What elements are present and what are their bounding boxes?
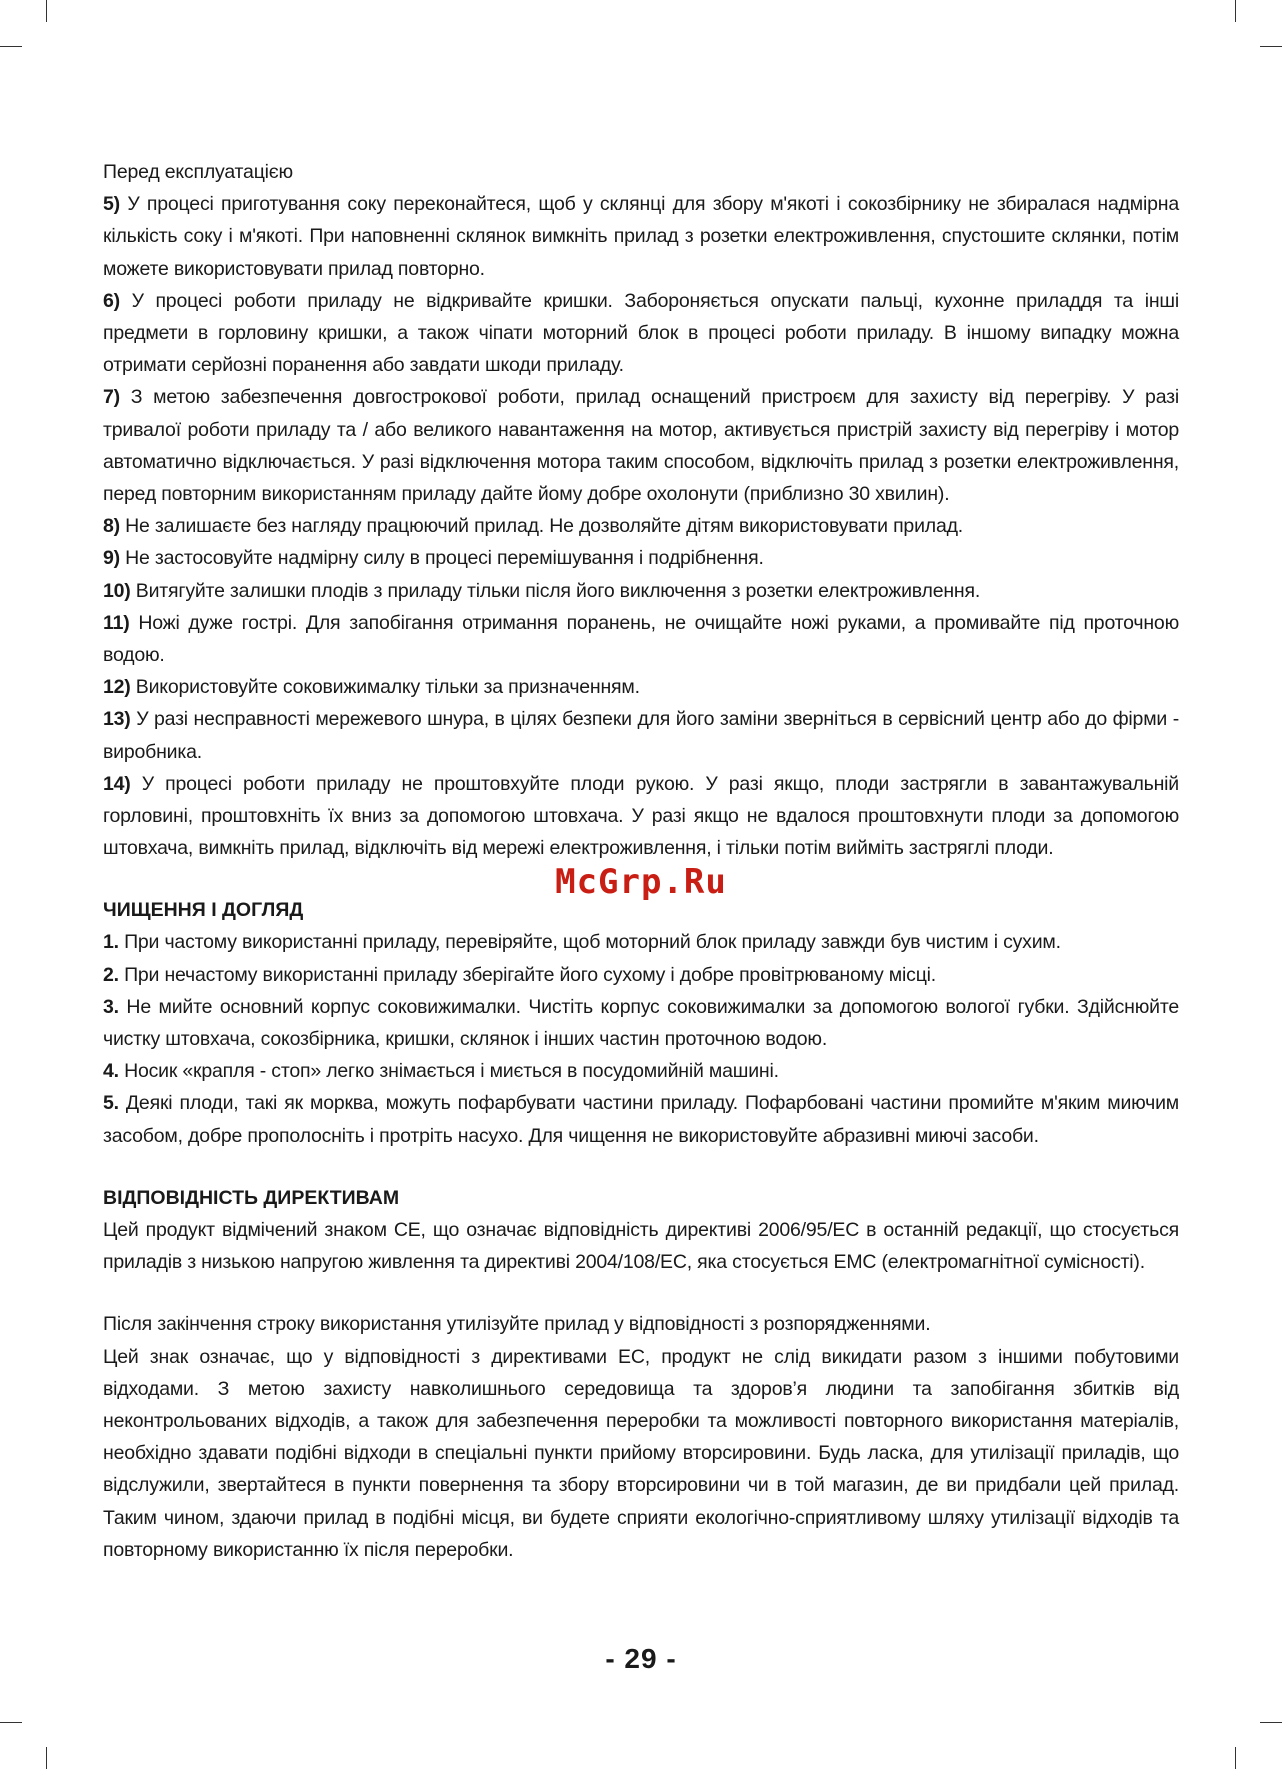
crop-mark: [1260, 1722, 1282, 1723]
item-number: 14): [103, 772, 131, 795]
list-item: [103, 575, 1179, 607]
crop-mark: [46, 1747, 47, 1769]
item-text: З метою забезпечення довгострокової роботи, прилад оснащений пристроєм для захисту від перегріву. У разі тривалої роботи приладу та / або великого навантаження на мотор, активується пристрій захисту від перегріву і мотор автоматично відключається. У разі відключення мотора таким способом, відключіть прилад з розетки електроживлення, перед повторним використанням приладу дайте йому добре охолонути (приблизно 30 хвилин).: [103, 386, 1179, 506]
list-item: [103, 926, 1179, 958]
item-number: 4.: [103, 1060, 119, 1083]
section-heading-cleaning: ЧИЩЕННЯ І ДОГЛЯД: [103, 899, 304, 922]
item-number: 8): [103, 515, 120, 538]
item-text: Не застосовуйте надмірну силу в процесі перемішування і подрібнення.: [119, 547, 764, 570]
item-number: 5.: [103, 1092, 119, 1115]
item-number: 11): [103, 611, 130, 634]
compliance-text: Цей продукт відмічений знаком СЕ, що означає відповідність директиві 2006/95/ЕС в останній редакції, що стосується приладів з низькою напругою живлення та директиві 2004/108/ЕС, яка стосується ЕМС (електромагнітної сумісності).: [103, 1218, 1179, 1274]
list-item: [103, 703, 1179, 767]
item-text: Використовуйте соковижималку тільки за призначенням.: [130, 676, 640, 699]
list-item: [103, 991, 1179, 1055]
list-item: [103, 1087, 1179, 1151]
list-item: [103, 285, 1179, 382]
item-text: У процесі приготування соку переконайтеся, щоб у склянці для збору м'якоті і сокозбірнику не збиралася надмірна кількість соку і м'якоті. При наповненні склянок вимкніть прилад з розетки електроживлення, спустошите склянки, потім можете використовувати прилад повторно.: [103, 193, 1179, 280]
item-text: Деякі плоди, такі як морква, можуть пофарбувати частини приладу. Пофарбовані частини промийте м'яким миючим засобом, добре прополосніть і протріть насухо. Для чищення не використовуйте абразивні миючі засоби.: [103, 1092, 1179, 1147]
crop-mark: [1235, 0, 1236, 22]
item-text: При нечастому використанні приладу зберігайте його сухому і добре провітрюваному місці.: [118, 963, 937, 986]
disposal-text: Цей знак означає, що у відповідності з директивами ЕС, продукт не слід викидати разом з іншими побутовими відходами. З метою захисту навколишнього середовища та здоров’я людини та запобігання збитків від неконтрольованих відходів, а також для забезпечення переробки та можливості повторного використання матеріалів, необхідно здавати подібні відходи в спеціальні пункти прийому вторсировини. Будь ласка, для утилізації приладів, що відслужили, звертайтеся в пункти повернення та збору вторсировини чи в той магазин, де ви придбали цей прилад. Таким чином, здаючи прилад в подібні місця, ви будете сприяти екологічно-сприятливому шляху утилізації відходів та повторному використанню їх після переробки.: [103, 1345, 1179, 1561]
item-text: При частому використанні приладу, перевіряйте, щоб моторний блок приладу завжди був чистим і сухим.: [118, 931, 1061, 954]
crop-mark: [0, 1722, 22, 1723]
watermark: McGrp.Ru: [555, 862, 727, 902]
list-item: [103, 607, 1179, 671]
item-number: 10): [103, 579, 131, 602]
item-text: Носик «крапля - стоп» легко знімається і миється в посудомийній машині.: [118, 1060, 779, 1083]
item-number: 12): [103, 676, 131, 699]
item-text: Не залишаєте без нагляду працюючий прилад. Не дозволяйте дітям використовувати прилад.: [119, 515, 963, 538]
item-number: 3.: [103, 995, 119, 1018]
list-item: [103, 768, 1179, 865]
list-item: [103, 188, 1179, 285]
item-number: 13): [103, 708, 131, 731]
item-text: Не мийте основний корпус соковижималки. Чистіть корпус соковижималки за допомогою вологої губки. Здійснюйте чистку штовхача, сокозбірника, кришки, склянок і інших частин проточною водою.: [103, 995, 1179, 1051]
crop-mark: [1260, 46, 1282, 47]
item-number: 7): [103, 386, 120, 409]
list-item: [103, 959, 1179, 991]
item-number: 6): [103, 289, 120, 312]
list-item: [103, 381, 1179, 510]
item-number: 2.: [103, 963, 119, 986]
crop-mark: [46, 0, 47, 22]
item-text: Ножі дуже гострі. Для запобігання отримання поранень, не очищайте ножі руками, а промивайте під проточною водою.: [103, 611, 1179, 667]
item-text: У разі несправності мережевого шнура, в цілях безпеки для його заміни зверніться в сервісний центр або до фірми - виробника.: [103, 708, 1179, 763]
list-item: [103, 671, 1179, 703]
item-text: У процесі роботи приладу не відкривайте кришки. Забороняється опускати пальці, кухонне приладдя та інші предмети в горловину кришки, а також чіпати моторний блок в процесі роботи приладу. В іншому випадку можна отримати серйозні поранення або завдати шкоди приладу.: [103, 289, 1179, 377]
crop-mark: [1235, 1747, 1236, 1769]
list-item: [103, 542, 1179, 574]
disposal-intro: Після закінчення строку використання утилізуйте прилад у відповідності з розпорядженнями.: [103, 1313, 931, 1336]
item-number: 1.: [103, 931, 119, 954]
list-item: [103, 510, 1179, 542]
page-number: - 29 -: [605, 1643, 677, 1674]
item-number: 9): [103, 547, 120, 570]
item-text: У процесі роботи приладу не проштовхуйте плоди рукою. У разі якщо, плоди застрягли в завантажувальній горловині, проштовхніть їх вниз за допомогою штовхача. У разі якщо не вдалося проштовхнути плоди за допомогою штовхача, вимкніть прилад, відключіть від мережі електроживлення, і тільки потім вийміть застряглі плоди.: [103, 772, 1179, 860]
document-body: [103, 156, 1179, 1566]
item-text: Витягуйте залишки плодів з приладу тільки після його виключення з розетки електроживлення.: [130, 579, 981, 602]
section-heading-compliance: ВІДПОВІДНІСТЬ ДИРЕКТИВАМ: [103, 1186, 400, 1209]
item-number: 5): [103, 193, 120, 216]
intro-title: Перед експлуатацією: [103, 161, 293, 183]
list-item: [103, 1055, 1179, 1087]
crop-mark: [0, 46, 22, 47]
